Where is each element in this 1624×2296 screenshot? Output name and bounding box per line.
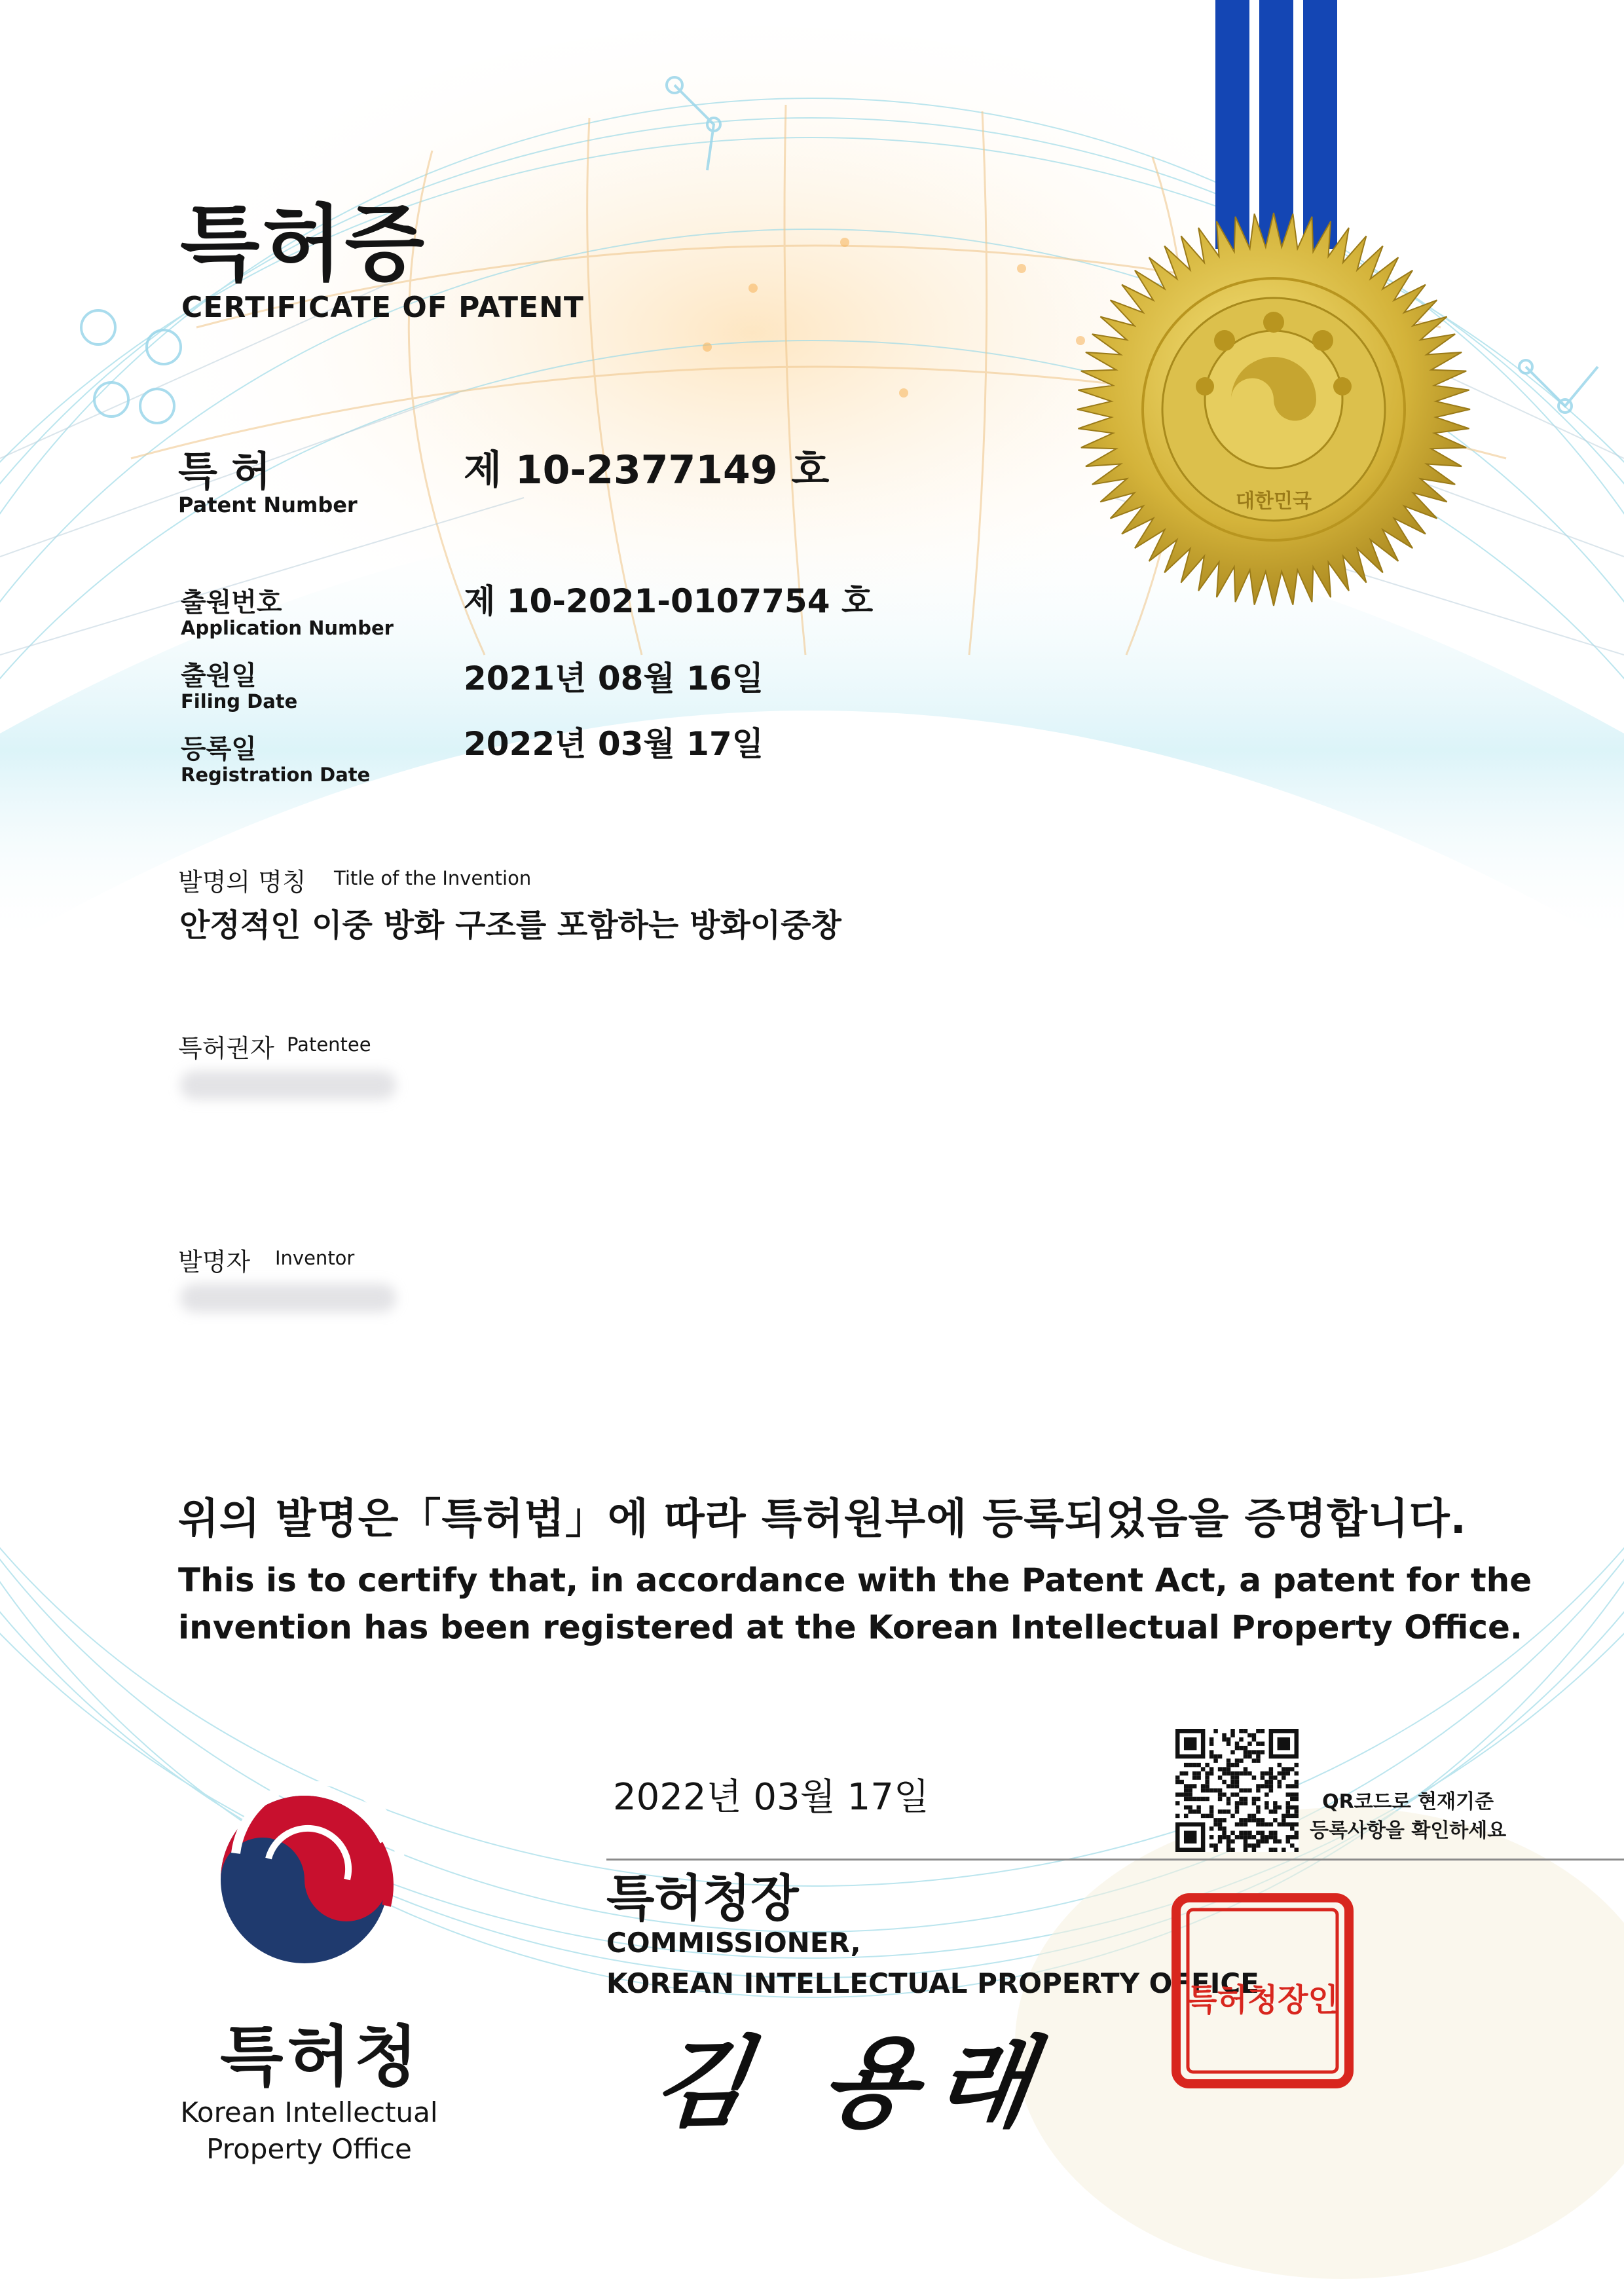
patent-number-value: 제 10-2377149 호: [464, 447, 830, 493]
inventor-redacted: [180, 1284, 396, 1312]
patentee-redacted: [180, 1071, 396, 1100]
registration-date-label-ko: 등록일: [181, 734, 257, 764]
kipo-taegeuk-logo: [210, 1781, 406, 1978]
patentee-label-en: Patentee: [287, 1033, 371, 1056]
inventor-label-ko: 발명자: [178, 1248, 251, 1276]
office-name-en: Korean Intellectual Property Office: [180, 2096, 438, 2165]
qr-code-note: QR코드로 현재기준 등록사항을 확인하세요: [1310, 1790, 1507, 1842]
gold-seal-emblem: [1074, 210, 1473, 609]
application-number-value: 제 10-2021-0107754 호: [464, 582, 874, 620]
certification-statement-ko: 위의 발명은「특허법」에 따라 특허원부에 등록되었음을 증명합니다.: [178, 1495, 1467, 1544]
invention-title-label-en: Title of the Invention: [334, 867, 532, 889]
certificate-title-ko: 특허증: [180, 196, 428, 292]
issue-date: 2022년 03월 17일: [613, 1776, 929, 1819]
patent-number-label-ko: 특 허: [178, 447, 271, 495]
qr-code: [1175, 1729, 1299, 1852]
filing-date-label-en: Filing Date: [181, 690, 298, 713]
official-seal-text: 특허청장인: [1187, 1982, 1338, 2018]
certification-statement-en-line2: invention has been registered at the Korean Intellectual Property Office.: [178, 1608, 1522, 1646]
certification-statement-en-line1: This is to certify that, in accordance with the Patent Act, a patent for the: [178, 1561, 1532, 1599]
registration-date-label-en: Registration Date: [181, 764, 371, 786]
filing-date-label-ko: 출원일: [181, 661, 257, 691]
registration-date-value: 2022년 03월 17일: [464, 725, 764, 763]
filing-date-value: 2021년 08월 16일: [464, 659, 764, 697]
commissioner-title-ko: 특허청장: [606, 1869, 799, 1927]
patent-number-label-en: Patent Number: [178, 492, 358, 517]
certificate-title-en: CERTIFICATE OF PATENT: [181, 291, 584, 324]
seal-emblem-text: 대한민국: [1236, 490, 1312, 513]
application-number-label-en: Application Number: [181, 617, 394, 639]
invention-title-value: 안정적인 이중 방화 구조를 포함하는 방화이중창: [179, 907, 841, 944]
inventor-label-en: Inventor: [275, 1247, 355, 1269]
official-red-seal: [1171, 1893, 1354, 2089]
application-number-label-ko: 출원번호: [181, 587, 282, 618]
commissioner-signature: 김 용래: [645, 2026, 1060, 2141]
commissioner-title-en: COMMISSIONER, KOREAN INTELLECTUAL PROPERTY OFFICE: [606, 1927, 1259, 1999]
invention-title-label-ko: 발명의 명칭: [178, 868, 306, 897]
patentee-label-ko: 특허권자: [178, 1034, 274, 1063]
office-name-ko: 특허청: [220, 2018, 422, 2095]
